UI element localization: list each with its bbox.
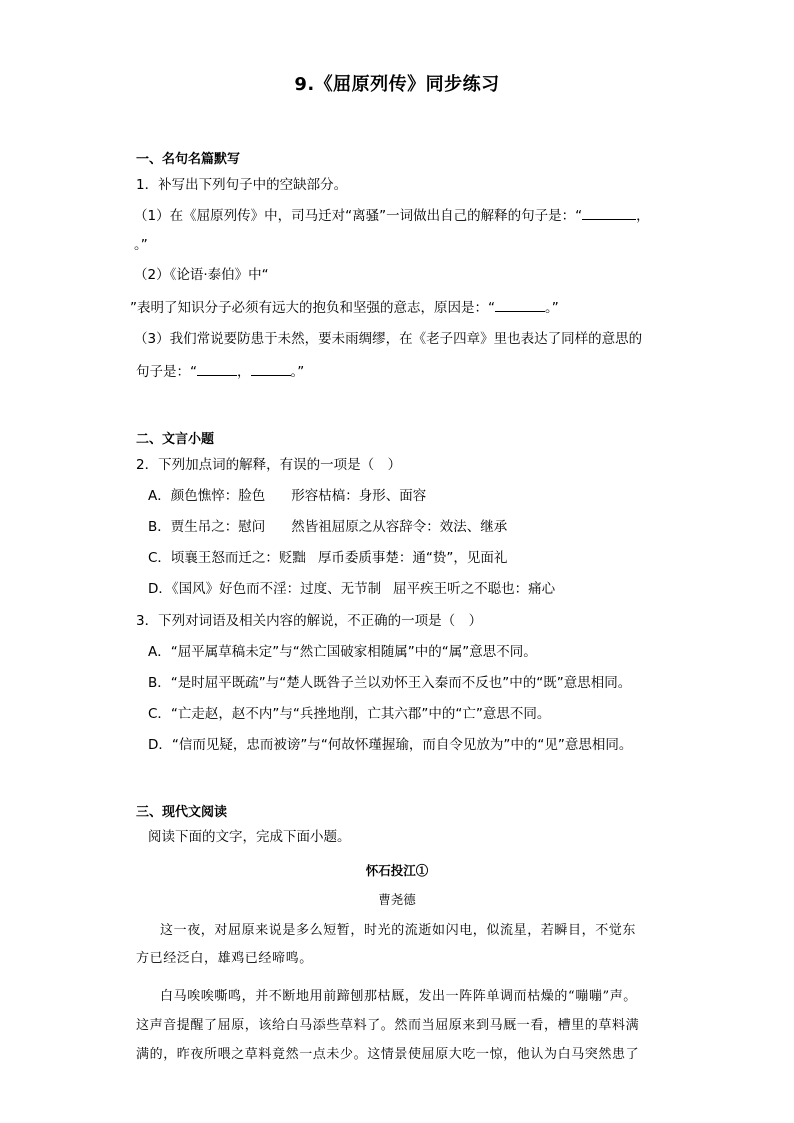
article-line: 这声音提醒了屈原，该给白马添些草料了。然而当屈原来到马厩一看，槽里的草料满 (136, 1018, 640, 1033)
q2-option-a: A．颜色憔悴：脸色 形容枯槁：身形、面容 (148, 488, 427, 504)
article-title: 怀石投江① (365, 863, 429, 878)
q2-option-c: C．顷襄王怒而迁之：贬黜 厚币委质事楚：通“贽”，见面礼 (148, 550, 508, 566)
q3-option-d: D．“信而见疑，忠而被谤”与“何故怀瑾握瑜，而自令见放为”中的“见”意思相同。 (148, 737, 633, 753)
question-1-3: （3）我们常说要防患于未然，要未雨绸缪，在《老子四章》里也表达了同样的意思的 (134, 331, 643, 347)
article-line: 白马唉唉嘶鸣，并不断地用前蹄刨那枯厩，发出一阵阵单调而枯燥的“嘣嘣”声。 (160, 989, 637, 1004)
q1-3-comma: ， (237, 364, 251, 380)
q1-3-text: 句子是：“ (136, 364, 197, 380)
article-author: 曹尧德 (378, 892, 416, 907)
question-1-2: （2）《论语·泰伯》中“ (134, 267, 269, 283)
q1-2-end: 。” (545, 300, 559, 316)
q1-2-text: ”表明了知识分子必须有远大的抱负和坚强的意志，原因是：“ (130, 300, 495, 316)
q3-option-b: B．“是时屈平既疏”与“楚人既咎子兰以劝怀王入秦而不反也”中的“既”意思相同。 (148, 675, 632, 691)
q1-1-comma: ， (636, 208, 650, 224)
question-1-2-cont (130, 296, 559, 316)
q1-3-end: 。” (290, 364, 305, 380)
answer-blank[interactable] (582, 207, 636, 220)
q3-option-c: C．“亡走赵，赵不内”与“兵挫地削，亡其六郡”中的“亡”意思不同。 (148, 706, 551, 722)
q1-1-text: （1）在《屈原列传》中，司马迁对“离骚”一词做出自己的解释的句子是：“ (134, 208, 583, 224)
article-line: 这一夜，对屈原来说是多么短暂，时光的流逝如闪电，似流星，若瞬目，不觉东 (160, 923, 637, 938)
section-heading-3: 三、现代文阅读 (136, 805, 228, 820)
answer-blank[interactable] (495, 299, 545, 312)
q2-option-d: D．《国风》好色而不淫：过度、无节制 屈平疾王听之不聪也：痛心 (148, 581, 556, 597)
question-3: 3．下列对词语及相关内容的解说，不正确的一项是（ ） (136, 613, 483, 629)
section-heading-1: 一、名句名篇默写 (136, 152, 241, 167)
reading-intro: 阅读下面的文字，完成下面小题。 (148, 829, 351, 845)
q3-option-a: A．“屈平属草稿未定”与“然亡国破家相随属”中的“属”意思不同。 (148, 644, 537, 660)
answer-blank[interactable] (197, 363, 237, 376)
question-1: 1．补写出下列句子中的空缺部分。 (136, 177, 348, 193)
page-title: 9.《屈原列传》同步练习 (294, 74, 500, 95)
answer-blank[interactable] (251, 363, 291, 376)
q2-option-b: B．贾生吊之：慰问 然皆祖屈原之从容辞令：效法、继承 (148, 519, 508, 535)
question-2: 2．下列加点词的解释，有误的一项是（ ） (136, 457, 402, 473)
question-1-1-end: 。” (134, 237, 148, 253)
question-1-1 (134, 204, 650, 224)
article-line: 满的，昨夜所喂之草料竟然一点未少。这情景使屈原大吃一惊，他认为白马突然患了 (136, 1047, 640, 1062)
question-1-3-cont (136, 360, 304, 380)
section-heading-2: 二、文言小题 (136, 432, 215, 447)
article-line: 方已经泛白，雄鸡已经啼鸣。 (136, 951, 313, 966)
